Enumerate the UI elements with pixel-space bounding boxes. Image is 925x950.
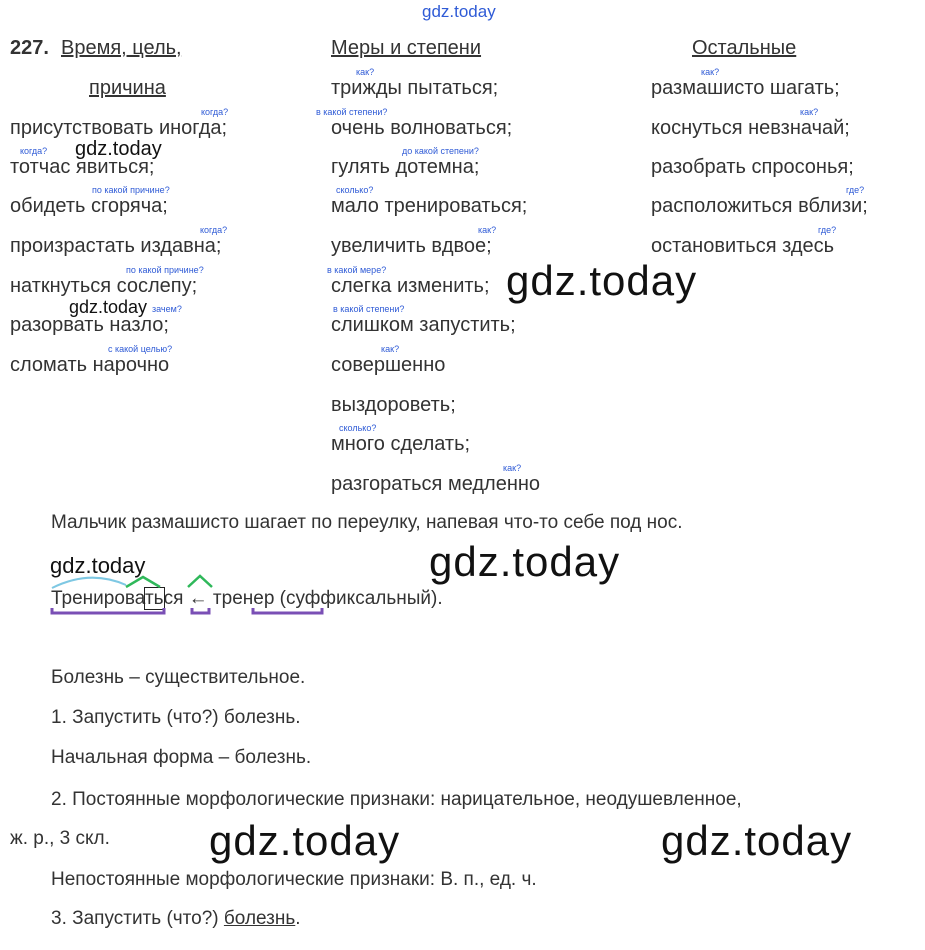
col3-title: Остальные [692,37,797,59]
question-label: в какой степени? [316,107,388,117]
word-part-boxed: ть [144,588,164,609]
question-label: зачем? [152,304,182,314]
question-label: как? [701,67,720,77]
question-label: когда? [201,107,229,117]
base-underline [253,608,322,613]
watermark: gdz.today [69,297,148,317]
list-item: увеличить вдвое; [331,235,492,257]
list-item: много сделать; [331,433,471,455]
suffix-mark [126,577,160,587]
underlined-word: болезнь [223,908,296,929]
root-arc [52,578,126,588]
analysis-line [51,907,301,931]
watermark-top: gdz.today [422,2,496,21]
question-label: сколько? [339,423,377,433]
watermark: gdz.today [75,138,162,160]
suffix-mark [188,576,212,587]
question-label: с какой целью? [108,344,173,354]
question-label: как? [478,225,497,235]
list-item: наткнуться сослепу; [10,275,198,297]
list-item: совершенно [331,354,446,376]
col1-title-line2: причина [89,77,166,99]
list-item: сломать нарочно [10,354,170,376]
analysis-text: . [295,908,301,929]
formation-note: (суффиксальный). [279,588,443,609]
question-label: как? [381,344,400,354]
question-label: где? [818,225,837,235]
list-item: расположиться вблизи; [651,195,868,217]
list-item: коснуться невзначай; [651,117,850,139]
list-item: произрастать издавна; [10,235,222,257]
analysis-text: 3. Запустить (что?) [51,908,224,929]
word-part-postfix: ся [163,588,184,609]
analysis-line: 2. Постоянные морфологические признаки: нарицательное, неодушевленное, [51,789,742,810]
question-label: сколько? [336,185,374,195]
analysis-line: Непостоянные морфологические признаки: В. п., ед. ч. [51,869,537,890]
question-label: по какой причине? [126,265,204,275]
list-item: разгораться медленно [331,473,541,495]
list-item: остановиться здесь [651,235,835,257]
question-label: как? [503,463,522,473]
question-label: как? [800,107,819,117]
base-underline [192,608,209,613]
analysis-line: Болезнь – существительное. [51,667,306,688]
analysis-line: Начальная форма – болезнь. [51,747,312,768]
watermark: gdz.today [50,553,146,578]
list-item: очень волноваться; [331,117,513,139]
list-item: разорвать назло; [10,314,169,336]
watermark: gdz.today [209,817,401,864]
example-sentence: Мальчик размашисто шагает по переулку, напевая что-то себе под нос. [51,512,683,533]
list-item: трижды пытаться; [331,77,499,99]
arrow-icon: ← [188,588,208,609]
source-word: тренер [212,588,275,609]
question-label: как? [356,67,375,77]
col2-title: Меры и степени [331,37,482,59]
watermark: gdz.today [661,817,853,864]
question-label: где? [846,185,865,195]
question-label: когда? [20,146,48,156]
question-label: в какой мере? [327,265,387,275]
list-item: мало тренироваться; [331,195,528,217]
list-item: размашисто шагать; [651,77,840,99]
morpheme-markings [40,565,340,625]
question-label: до какой степени? [402,146,479,156]
list-item: гулять дотемна; [331,156,480,178]
base-underline [52,608,164,613]
question-label: по какой причине? [92,185,170,195]
word-part-root: Тренирова [51,588,145,609]
list-item: слегка изменить; [331,275,490,297]
list-item: присутствовать иногда; [10,117,228,139]
list-item: слишком запустить; [331,314,516,336]
list-item: обидеть сгоряча; [10,195,168,217]
question-label: в какой степени? [333,304,405,314]
analysis-line: 1. Запустить (что?) болезнь. [51,707,301,728]
watermark: gdz.today [506,257,698,304]
list-item: выздороветь; [331,394,456,416]
col1-title-line1: Время, цель, [61,37,182,59]
analysis-line: ж. р., 3 скл. [10,828,110,849]
exercise-number: 227. [10,37,49,59]
question-label: когда? [200,225,228,235]
list-item: разобрать спросонья; [651,156,854,178]
list-item: тотчас явиться; [10,156,155,178]
watermark: gdz.today [429,538,621,585]
